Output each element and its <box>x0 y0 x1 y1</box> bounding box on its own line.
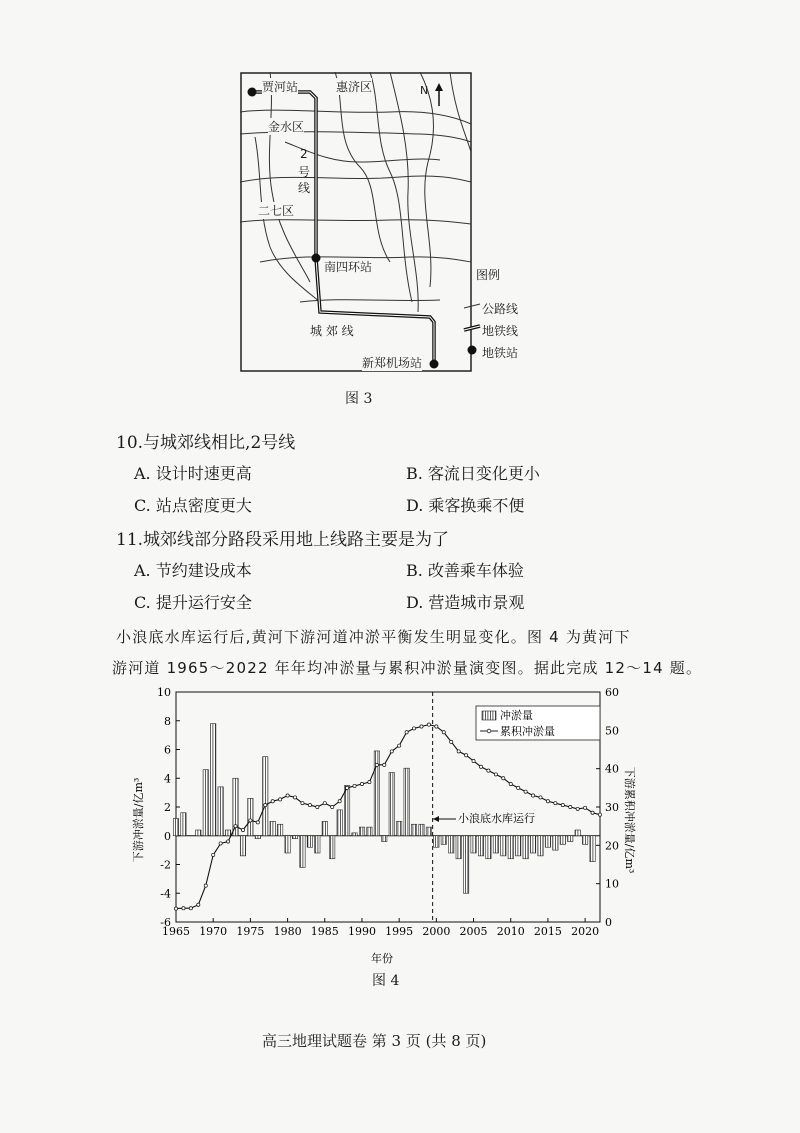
cumulative-point-1968 <box>197 903 200 906</box>
cumulative-point-1999 <box>427 723 430 726</box>
x-tick-label: 1970 <box>199 925 228 938</box>
cumulative-point-1988 <box>345 786 348 789</box>
bar-deposition-1989 <box>352 833 357 836</box>
cumulative-point-1965 <box>174 907 177 910</box>
cumulative-point-2019 <box>576 807 579 810</box>
cumulative-point-1976 <box>256 821 259 824</box>
chart-y2-axis-label: 下游累积冲淤量/亿m³ <box>623 766 636 874</box>
label-line2-xian: 线 <box>298 181 311 195</box>
x-tick-label: 2010 <box>496 925 525 938</box>
question-11-stem: 11.城郊线部分路段采用地上线路主要是为了 <box>116 530 450 550</box>
y2-tick-label: 50 <box>605 724 619 738</box>
cumulative-point-1982 <box>301 802 304 805</box>
bar-deposition-1983 <box>307 836 312 848</box>
bar-deposition-2004 <box>463 836 468 894</box>
x-tick-label: 2020 <box>571 925 600 938</box>
cumulative-point-2020 <box>584 806 587 809</box>
legend-bar-label: 冲淤量 <box>500 709 533 722</box>
y-tick-label: 10 <box>157 686 171 699</box>
label-erqi-district: 二七区 <box>258 204 295 218</box>
question-10-option-b: B. 客流日变化更小 <box>406 464 540 483</box>
bar-deposition-1979 <box>277 824 282 836</box>
cumulative-point-2010 <box>509 782 512 785</box>
bar-deposition-1977 <box>263 757 268 836</box>
bar-deposition-1988 <box>344 785 349 835</box>
y2-tick-label: 10 <box>605 877 619 891</box>
cumulative-point-2014 <box>539 796 542 799</box>
bar-deposition-2018 <box>568 836 573 842</box>
cumulative-point-2021 <box>591 811 594 814</box>
question-11-option-c: C. 提升运行安全 <box>134 593 252 612</box>
page-footer: 高三地理试题卷 第 3 页 (共 8 页) <box>262 1032 487 1050</box>
bar-deposition-1997 <box>411 824 416 836</box>
label-huiji-district: 惠济区 <box>336 80 373 94</box>
bar-deposition-2019 <box>575 830 580 836</box>
bar-deposition-1978 <box>270 821 275 835</box>
x-tick-label: 2000 <box>422 925 451 938</box>
bar-deposition-1998 <box>419 824 424 836</box>
bar-deposition-2007 <box>486 836 491 859</box>
map-drawing <box>240 72 472 372</box>
y-tick-label: 0 <box>164 829 171 843</box>
cumulative-point-1977 <box>264 803 267 806</box>
cumulative-point-1973 <box>234 825 237 828</box>
cumulative-point-2013 <box>531 794 534 797</box>
cumulative-point-1986 <box>331 805 334 808</box>
bar-deposition-1994 <box>389 773 394 836</box>
bar-deposition-1981 <box>292 836 297 839</box>
cumulative-point-1993 <box>383 763 386 766</box>
chart-y-axis-label: 下游冲淤量/亿m³ <box>132 777 145 863</box>
bar-deposition-1974 <box>240 836 245 856</box>
y-tick-label: -2 <box>160 858 171 872</box>
question-10-option-d: D. 乘客换乘不便 <box>406 496 525 515</box>
bar-deposition-2008 <box>493 836 498 853</box>
bar-deposition-1985 <box>322 821 327 835</box>
label-chengjiao-line: 城 郊 线 <box>310 324 354 338</box>
bar-deposition-2006 <box>478 836 483 856</box>
cumulative-point-1995 <box>398 744 401 747</box>
cumulative-point-2000 <box>435 725 438 728</box>
bar-deposition-1975 <box>248 798 253 835</box>
question-10-stem: 10.与城郊线相比,2号线 <box>116 433 296 453</box>
bar-deposition-1980 <box>285 836 290 853</box>
bar-deposition-2011 <box>515 836 520 856</box>
cumulative-point-1992 <box>375 763 378 766</box>
label-nansihuan-station: 南四环站 <box>324 260 373 274</box>
cumulative-point-2016 <box>554 802 557 805</box>
bar-deposition-2014 <box>538 836 543 856</box>
cumulative-point-1990 <box>360 782 363 785</box>
bar-deposition-2001 <box>441 836 446 845</box>
map-legend <box>476 266 586 366</box>
question-11-option-d: D. 营造城市景观 <box>406 593 525 612</box>
cumulative-point-1966 <box>182 907 185 910</box>
legend-title: 图例 <box>476 268 501 282</box>
cumulative-point-1996 <box>405 731 408 734</box>
cumulative-point-2017 <box>561 803 564 806</box>
cumulative-line <box>176 725 600 909</box>
chart-annotation: 小浪底水库运行 <box>458 812 535 825</box>
cumulative-point-2005 <box>472 759 475 762</box>
cumulative-point-2003 <box>457 750 460 753</box>
bar-deposition-2009 <box>501 836 506 856</box>
bar-deposition-1966 <box>181 813 186 836</box>
label-line2-digit: 2 <box>300 147 308 161</box>
figure-4-caption: 图 4 <box>372 973 400 989</box>
cumulative-point-2015 <box>546 800 549 803</box>
cumulative-point-1978 <box>271 800 274 803</box>
cumulative-point-1994 <box>390 750 393 753</box>
bar-deposition-2013 <box>530 836 535 853</box>
bar-deposition-2002 <box>449 836 454 853</box>
legend-bar-swatch <box>482 711 496 720</box>
bar-deposition-1991 <box>367 827 372 836</box>
question-10-option-a: A. 设计时速更高 <box>134 464 252 483</box>
bar-deposition-1970 <box>211 724 216 836</box>
y2-tick-label: 60 <box>605 686 619 699</box>
bar-deposition-1976 <box>255 836 260 839</box>
cumulative-point-2004 <box>465 754 468 757</box>
cumulative-point-1987 <box>338 800 341 803</box>
bar-deposition-2020 <box>582 836 587 845</box>
x-tick-label: 2015 <box>533 925 562 938</box>
y2-tick-label: 0 <box>605 916 612 929</box>
bar-deposition-1971 <box>218 787 223 836</box>
figure-3-caption: 图 3 <box>345 391 373 407</box>
y2-tick-label: 20 <box>605 839 619 853</box>
y2-tick-label: 30 <box>605 801 619 814</box>
legend-road: 公路线 <box>482 302 519 316</box>
cumulative-point-1985 <box>323 802 326 805</box>
cumulative-point-1998 <box>420 725 423 728</box>
intro-paragraph-line-1: 小浪底水库运行后,黄河下游河道冲淤平衡发生明显变化。图 4 为黄河下 <box>116 628 631 646</box>
label-airport-station: 新郑机场站 <box>362 356 423 370</box>
bar-deposition-2005 <box>471 836 476 853</box>
legend-line-marker <box>487 729 491 733</box>
cumulative-point-2006 <box>479 765 482 768</box>
bar-deposition-1995 <box>396 821 401 835</box>
cumulative-point-1997 <box>412 727 415 730</box>
cumulative-point-1972 <box>226 840 229 843</box>
label-jiahe-station: 贾河站 <box>262 80 299 94</box>
cumulative-point-1989 <box>353 784 356 787</box>
bar-deposition-1987 <box>337 810 342 836</box>
intro-paragraph-line-2: 游河道 1965～2022 年年均冲淤量与累积冲淤量演变图。据此完成 12～14 题。 <box>112 659 703 677</box>
y-tick-label: 2 <box>164 801 171 814</box>
bar-deposition-1984 <box>315 836 320 853</box>
cumulative-point-2008 <box>494 773 497 776</box>
bar-deposition-2017 <box>560 836 565 845</box>
question-10-option-c: C. 站点密度更大 <box>134 496 252 515</box>
bar-deposition-2003 <box>456 836 461 859</box>
bar-deposition-2010 <box>508 836 513 859</box>
bar-deposition-1968 <box>196 830 201 836</box>
x-tick-label: 1995 <box>385 925 414 938</box>
cumulative-point-1991 <box>368 780 371 783</box>
y-tick-label: -6 <box>160 916 171 929</box>
cumulative-point-1975 <box>249 819 252 822</box>
legend-subway: 地铁线 <box>482 324 519 338</box>
figure-3-map <box>240 72 472 372</box>
bar-deposition-1972 <box>225 830 230 836</box>
cumulative-point-2018 <box>569 805 572 808</box>
label-line2-hao: 号 <box>298 165 311 179</box>
y-tick-label: 6 <box>164 743 171 757</box>
cumulative-point-2012 <box>524 790 527 793</box>
north-label: N <box>420 84 429 97</box>
bar-deposition-1990 <box>359 827 364 836</box>
bar-deposition-1965 <box>173 819 178 836</box>
y-tick-label: -4 <box>160 887 171 901</box>
y-tick-label: 4 <box>164 772 171 786</box>
chart-x-axis-label: 年份 <box>371 952 393 965</box>
cumulative-point-1980 <box>286 794 289 797</box>
y-tick-label: 8 <box>164 714 171 728</box>
x-tick-label: 1975 <box>236 925 265 938</box>
cumulative-point-2001 <box>442 731 445 734</box>
cumulative-point-1969 <box>204 884 207 887</box>
x-tick-label: 1985 <box>310 925 339 938</box>
bar-deposition-1993 <box>382 836 387 842</box>
x-tick-label: 2005 <box>459 925 488 938</box>
legend-line-label: 累积冲淤量 <box>500 725 555 738</box>
cumulative-point-1983 <box>308 803 311 806</box>
cumulative-point-2002 <box>450 740 453 743</box>
cumulative-point-1984 <box>316 805 319 808</box>
bar-deposition-2012 <box>523 836 528 859</box>
cumulative-point-2007 <box>487 769 490 772</box>
x-tick-label: 1965 <box>162 925 190 938</box>
figure-4-chart <box>120 680 640 970</box>
x-tick-label: 1990 <box>347 925 376 938</box>
legend-symbols <box>462 300 482 380</box>
bar-deposition-2000 <box>434 836 439 848</box>
annotation-arrow-head <box>433 816 439 822</box>
bar-deposition-1999 <box>426 827 431 836</box>
bar-deposition-2021 <box>590 836 595 862</box>
legend-station: 地铁站 <box>482 346 519 360</box>
x-tick-label: 1980 <box>273 925 302 938</box>
cumulative-point-1979 <box>279 798 282 801</box>
cumulative-point-2009 <box>502 777 505 780</box>
cumulative-point-1971 <box>219 842 222 845</box>
cumulative-point-1970 <box>212 853 215 856</box>
bar-deposition-1982 <box>300 836 305 868</box>
bar-deposition-1996 <box>404 768 409 836</box>
cumulative-point-1981 <box>293 796 296 799</box>
cumulative-point-1974 <box>241 828 244 831</box>
question-11-option-b: B. 改善乘车体验 <box>406 561 524 580</box>
bar-deposition-1969 <box>203 770 208 836</box>
question-11-option-a: A. 节约建设成本 <box>134 561 252 580</box>
bar-deposition-1986 <box>330 836 335 859</box>
y2-tick-label: 40 <box>605 762 619 776</box>
label-jinshui-district: 金水区 <box>268 120 305 134</box>
cumulative-point-2022 <box>598 813 601 816</box>
bar-deposition-2015 <box>545 836 550 848</box>
cumulative-point-1967 <box>189 907 192 910</box>
cumulative-point-2011 <box>517 786 520 789</box>
bar-deposition-2016 <box>553 836 558 850</box>
